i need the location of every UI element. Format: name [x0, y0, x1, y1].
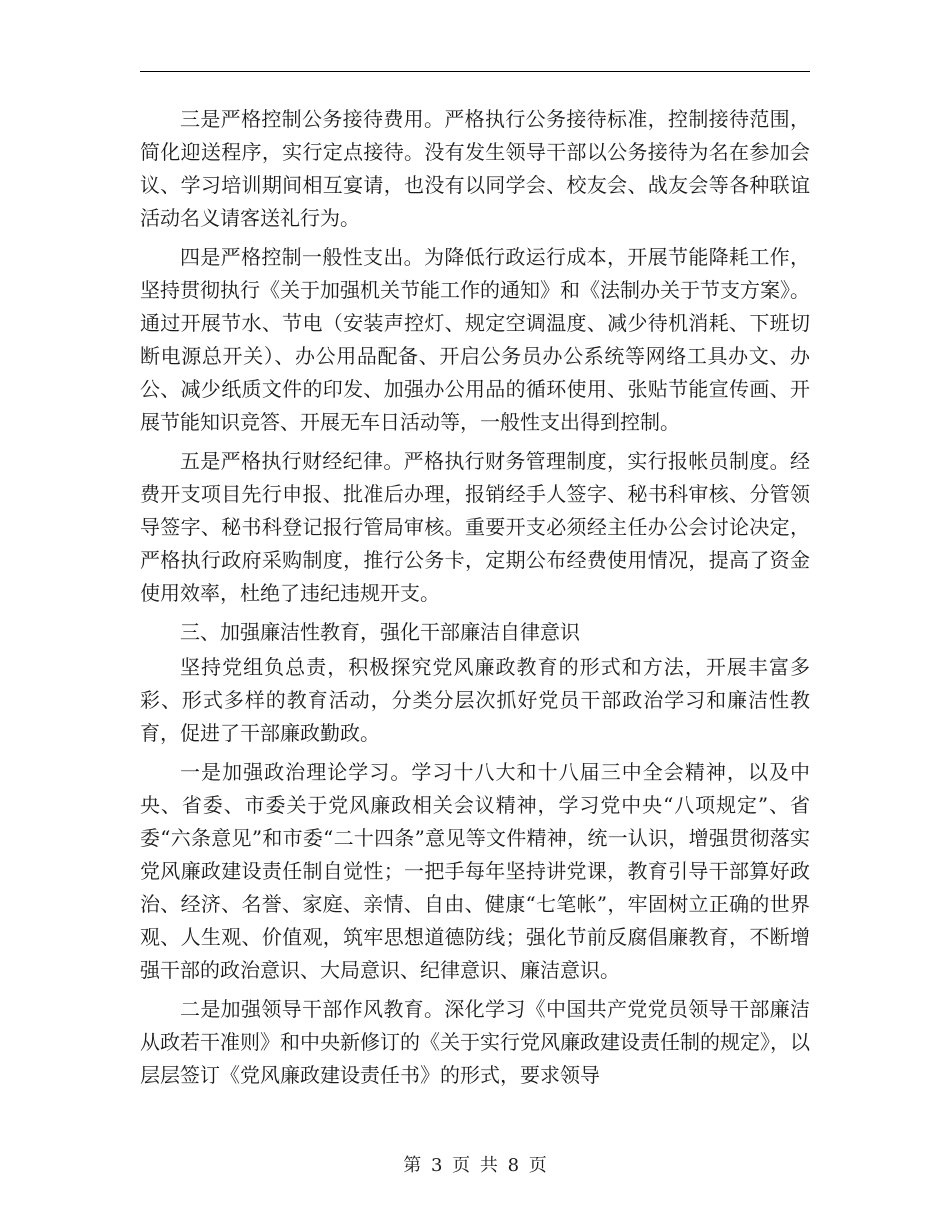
- header-rule: [140, 71, 810, 72]
- paragraph-political-theory-study: 一是加强政治理论学习。学习十八大和十八届三中全会精神，以及中央、省委、市委关于党风廉政相关会议精神，学习党中央“八项规定”、省委“六条意见”和市委“二十四条”意见等文件精神，统一认识，增强贯彻落实党风廉政建设责任制自觉性；一把手每年坚持讲党课，教育引导干部算好政治、经济、名誉、家庭、亲情、自由、健康“七笔帐”，牢固树立正确的世界观、人生观、价值观，筑牢思想道德防线；强化节前反腐倡廉教育，不断增强干部的政治意识、大局意识、纪律意识、廉洁意识。: [140, 760, 810, 982]
- page-number: 第 3 页 共 8 页: [403, 1155, 547, 1176]
- document-body: [140, 103, 810, 1098]
- paragraph-leadership-style-education: 二是加强领导干部作风教育。深化学习《中国共产党党员领导干部廉洁从政若干准则》和中央新修订的《关于实行党风廉政建设责任制的规定》，以层层签订《党风廉政建设责任书》的形式，要求领导: [140, 997, 810, 1087]
- paragraph-party-group-responsibility: 坚持党组负总责，积极探究党风廉政教育的形式和方法，开展丰富多彩、形式多样的教育活动，分类分层次抓好党员干部政治学习和廉洁性教育，促进了干部廉政勤政。: [140, 655, 810, 745]
- paragraph-general-expenditure: 四是严格控制一般性支出。为降低行政运行成本，开展节能降耗工作，坚持贯彻执行《关于加强机关节能工作的通知》和《法制办关于节支方案》。通过开展节水、节电（安装声控灯、规定空调温度、减少待机消耗、下班切断电源总开关）、办公用品配备、开启公务员办公系统等网络工具办文、办公、减少纸质文件的印发、加强办公用品的循环使用、张贴节能宣传画、开展节能知识竞答、开展无车日活动等，一般性支出得到控制。: [140, 245, 810, 434]
- paragraph-reception-expenses: 三是严格控制公务接待费用。严格执行公务接待标准，控制接待范围，简化迎送程序，实行定点接待。没有发生领导干部以公务接待为名在参加会议、学习培训期间相互宴请，也没有以同学会、校友会、战友会等各种联谊活动名义请客送礼行为。: [140, 107, 810, 230]
- paragraph-financial-discipline: 五是严格执行财经纪律。严格执行财务管理制度，实行报帐员制度。经费开支项目先行申报、批准后办理，报销经手人签字、秘书科审核、分管领导签字、秘书科登记报行管局审核。重要开支必须经主任办公会讨论决定，严格执行政府采购制度，推行公务卡，定期公布经费使用情况，提高了资金使用效率，杜绝了违纪违规开支。: [140, 449, 810, 605]
- section-heading-integrity-education: 三、加强廉洁性教育，强化干部廉洁自律意识: [180, 620, 580, 644]
